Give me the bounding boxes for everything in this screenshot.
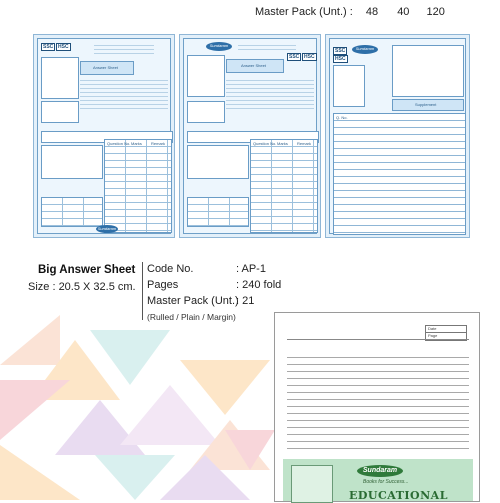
top-master-pack-line [255,6,445,18]
sheet-heading: Answer Sheet [241,63,266,68]
instructions-text-block [94,42,154,54]
code-no-label: Code No. [147,263,194,275]
code-no-value: : AP-1 [236,263,266,275]
product-title: Big Answer Sheet [38,264,136,276]
top-master-pack-label: Master Pack (Unt.) [255,6,347,18]
q-no-header: Q. No. [336,115,348,120]
sundaram-logo: Sundaram [206,42,232,51]
supplement-sheet-frame [329,38,466,234]
product-variants: (Rulled / Plain / Margin) [147,312,236,322]
marks-table-header-3: Remark [151,141,166,146]
product-size: Size : 20.5 X 32.5 cm. [28,281,136,293]
decor-triangle [0,445,80,500]
hsc-badge: HSC [335,56,346,62]
marks-table-header-3: Remark [297,141,312,146]
cover-label-box [291,465,333,503]
master-pack-value: : 21 [236,295,255,307]
subject-box [187,101,225,123]
page-label: Page [428,333,438,338]
examiner-table [41,197,103,227]
decor-triangle [90,330,170,385]
answer-sheet-1-frame [37,38,171,234]
sheet-heading-box [392,99,464,111]
rules-text-block [226,77,314,109]
supplement-ruled-area [333,113,466,235]
rules-text-block [80,77,168,109]
seat-number-grid [187,55,225,97]
candidate-details-box [187,145,249,179]
master-pack-label: Master Pack (Unt.) [147,295,239,307]
pages-label: Pages [147,279,179,291]
sundaram-logo: Sundaram [357,465,403,477]
sheet-heading: Answer Sheet [93,65,118,70]
pages-value: : 240 fold [236,279,282,291]
date-label: Date [428,326,437,331]
notebook-cover [283,459,473,501]
sheet-heading-box [80,61,134,75]
marks-table [250,139,318,233]
ssc-badge: SSC [335,48,346,54]
instructions-text-block [238,42,296,52]
brand-tagline: Books for Success... [363,479,409,485]
ssc-badge: SSC [43,44,54,50]
ssc-badge: SSC [289,54,300,60]
top-master-pack-value-3: 120 [426,6,445,18]
subject-box [333,65,365,107]
examiner-table [187,197,249,227]
answer-sheet-1 [33,34,175,238]
seat-number-grid [392,45,464,97]
subject-box [41,101,79,123]
decor-triangle [180,360,270,415]
top-master-pack-value-2: 40 [397,6,410,18]
hsc-badge: HSC [304,54,315,60]
marks-table-header-1: Question No. [253,141,277,146]
top-master-pack-colon: : [349,6,353,18]
marks-table-header-2: Marks [277,141,288,146]
top-master-pack-value-1: 48 [365,6,379,18]
notebook-image [274,312,480,502]
sundaram-logo: Sundaram [352,45,378,54]
answer-sheet-2 [179,34,321,238]
sundaram-logo: Sundaram [97,226,117,231]
answer-sheet-2-frame [183,38,317,234]
supplement-sheet [325,34,470,238]
decor-triangle [225,430,275,470]
cover-title: EDUCATIONAL [349,489,448,502]
notebook-top-rule [287,339,469,340]
seat-number-grid [41,57,79,99]
marks-table [104,139,172,233]
marks-table-header-2: Marks [131,141,142,146]
candidate-details-box [41,145,103,179]
marks-table-header-1: Question No. [107,141,131,146]
info-divider [142,262,143,320]
sheet-heading-box [226,59,284,73]
sheet-heading: Supplement [415,102,437,107]
notebook-ruled-lines [287,351,469,451]
hsc-badge: HSC [58,44,69,50]
